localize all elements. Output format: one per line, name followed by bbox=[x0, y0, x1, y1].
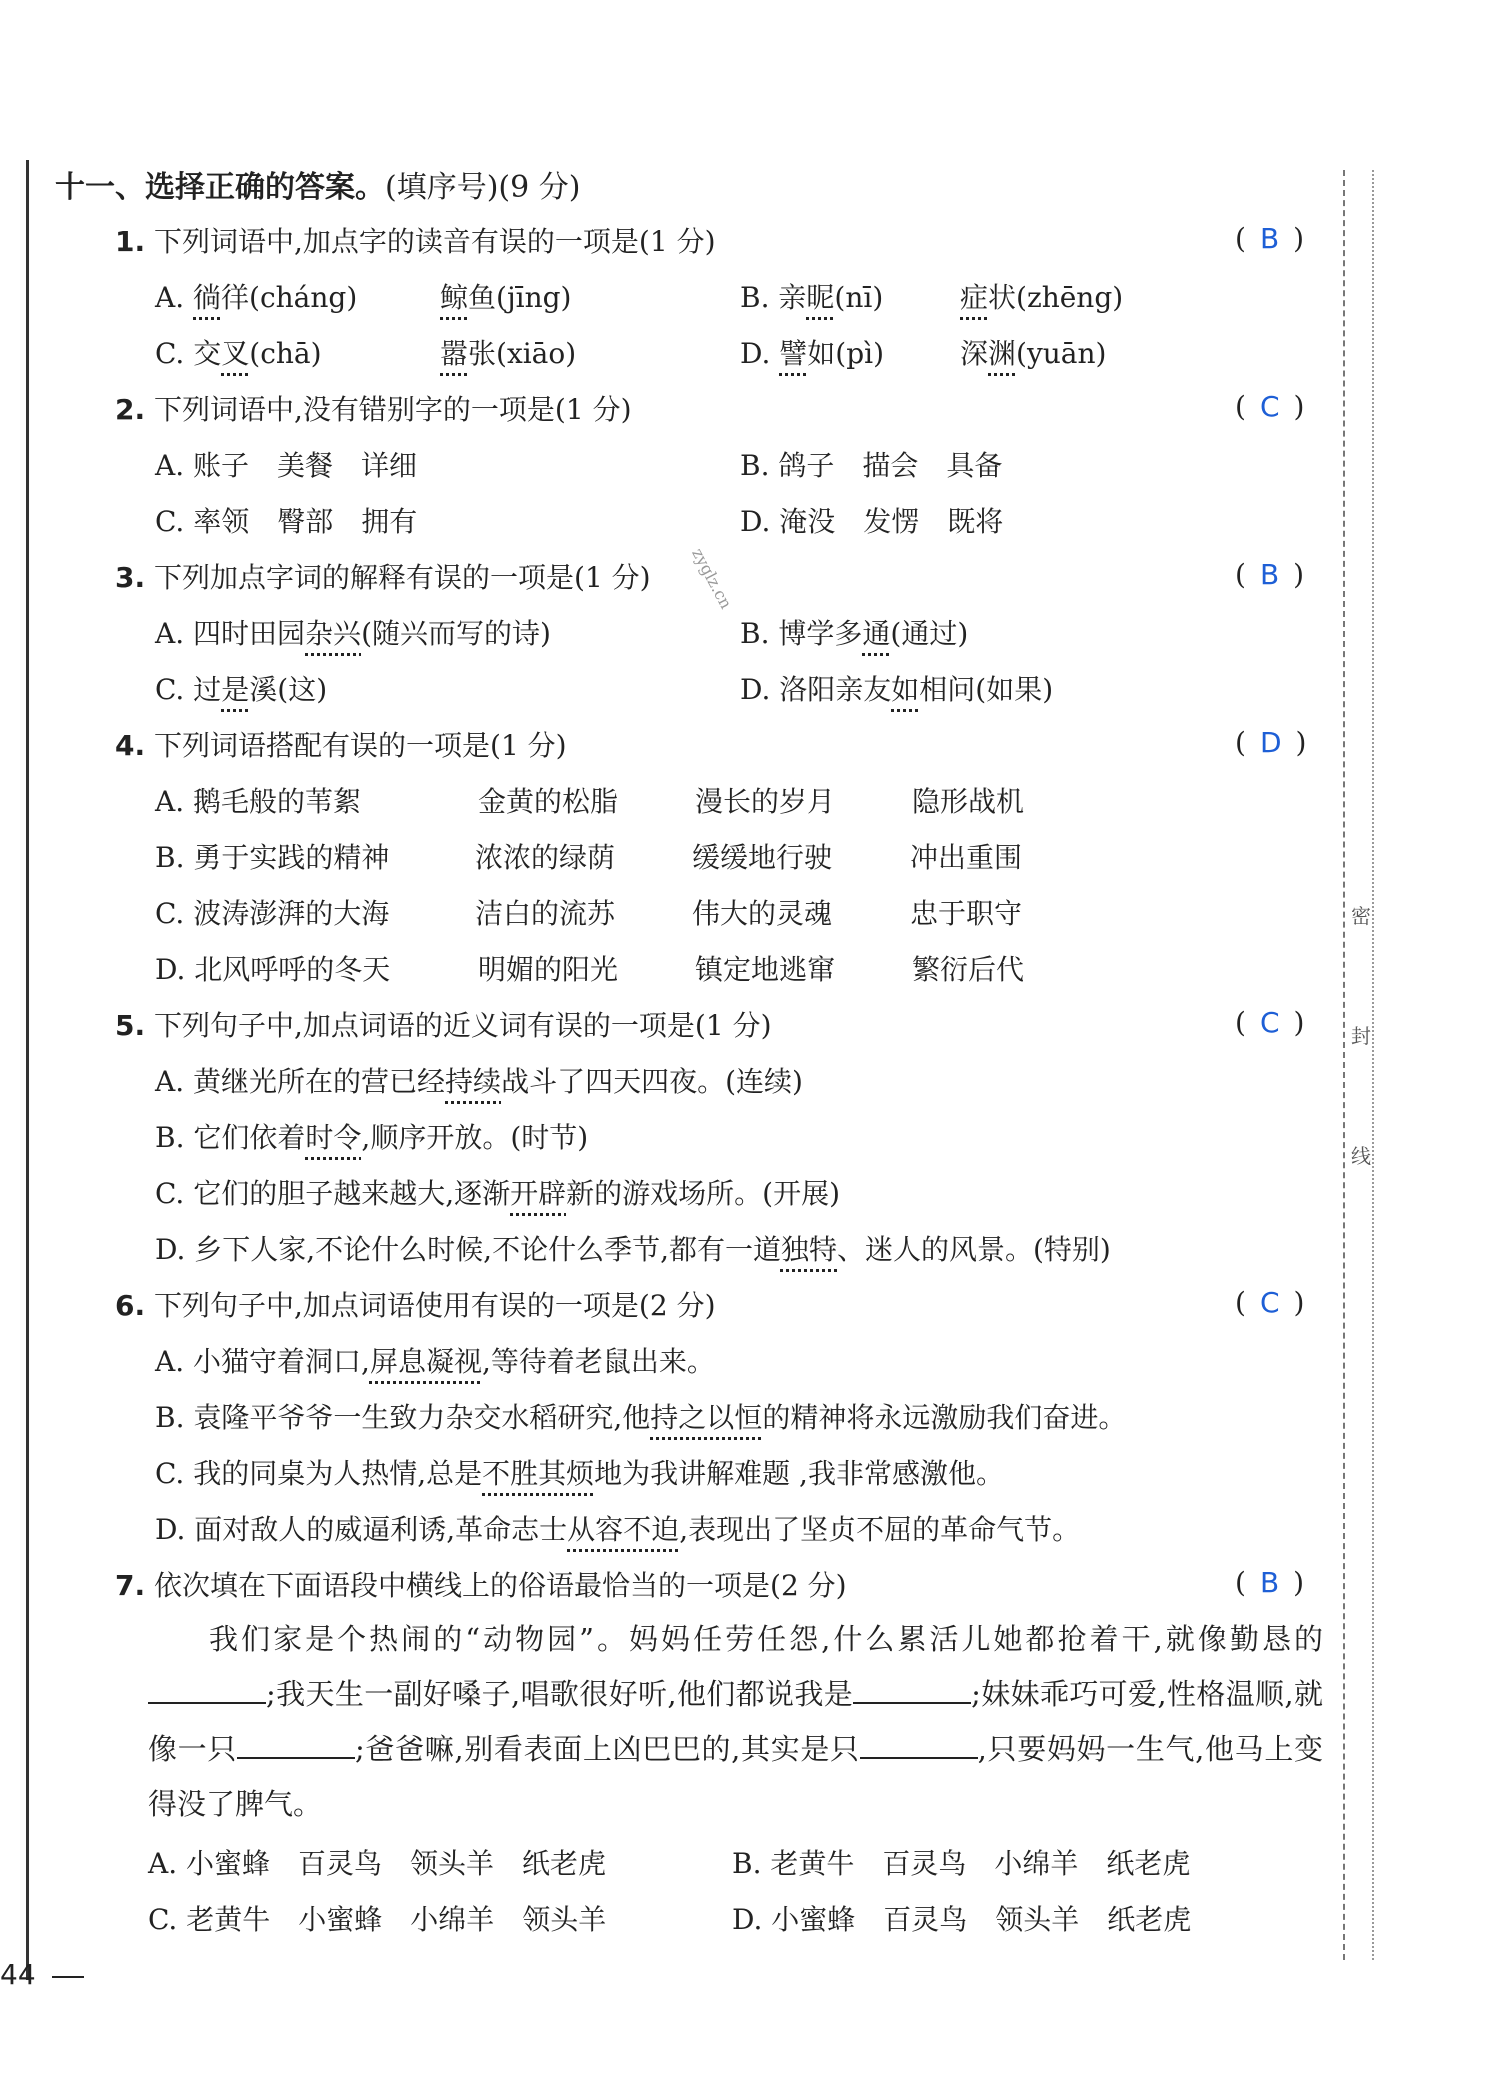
left-margin-rule bbox=[26, 160, 29, 1980]
q5-option-a: A. 黄继光所在的营已经持续战斗了四天四夜。(连续) bbox=[155, 1065, 803, 1098]
q4-a-2: 金黄的松脂 bbox=[478, 785, 619, 818]
q5-option-d: D. 乡下人家,不论什么时候,不论什么季节,都有一道独特、迷人的风景。(特别) bbox=[155, 1233, 1111, 1266]
q6-option-a: A. 小猫守着洞口,屏息凝视,等待着老鼠出来。 bbox=[155, 1345, 715, 1378]
q7-option-b: B. 老黄牛 百灵鸟 小绵羊 纸老虎 bbox=[732, 1847, 1191, 1880]
question-2: 2. 下列词语中,没有错别字的一项是(1 分) bbox=[115, 393, 632, 426]
q1-option-b: B. 亲昵(nī) bbox=[740, 281, 884, 314]
q3-option-d: D. 洛阳亲友如相问(如果) bbox=[740, 673, 1054, 706]
question-5: 5. 下列句子中,加点词语的近义词有误的一项是(1 分) bbox=[115, 1009, 772, 1042]
q4-c-3: 伟大的灵魂 bbox=[692, 897, 833, 930]
q4-c-2: 洁白的流苏 bbox=[475, 897, 616, 930]
q7-option-a: A. 小蜜蜂 百灵鸟 领头羊 纸老虎 bbox=[148, 1847, 607, 1880]
blank-2[interactable] bbox=[853, 1680, 971, 1704]
q4-d-2: 明媚的阳光 bbox=[478, 953, 619, 986]
q4-d-1: D. 北风呼呼的冬天 bbox=[155, 953, 391, 986]
q1-option-c2: 嚣张(xiāo) bbox=[440, 337, 577, 370]
q6-option-c: C. 我的同桌为人热情,总是不胜其烦地为我讲解难题 ,我非常感激他。 bbox=[155, 1457, 1004, 1490]
q4-b-4: 冲出重围 bbox=[910, 841, 1023, 874]
q5-option-b: B. 它们依着时令,顺序开放。(时节) bbox=[155, 1121, 589, 1154]
q4-c-4: 忠于职守 bbox=[910, 897, 1023, 930]
question-1: 1. 下列词语中,加点字的读音有误的一项是(1 分) bbox=[115, 225, 716, 258]
q4-a-1: A. 鹅毛般的苇絮 bbox=[155, 785, 362, 818]
q4-a-4: 隐形战机 bbox=[912, 785, 1025, 818]
page-number: 44 bbox=[0, 1958, 36, 1991]
answer-2: ( C ) bbox=[1235, 390, 1305, 423]
q3-option-a: A. 四时田园杂兴(随兴而写的诗) bbox=[155, 617, 551, 650]
q2-option-a: A. 账子 美餐 详细 bbox=[155, 449, 418, 482]
q4-b-1: B. 勇于实践的精神 bbox=[155, 841, 390, 874]
q1-option-d2: 深渊(yuān) bbox=[960, 337, 1107, 370]
q6-option-d: D. 面对敌人的威逼利诱,革命志士从容不迫,表现出了坚贞不屈的革命气节。 bbox=[155, 1513, 1081, 1546]
q4-d-3: 镇定地逃窜 bbox=[695, 953, 836, 986]
answer-4: ( D ) bbox=[1235, 726, 1307, 759]
answer-6: ( C ) bbox=[1235, 1286, 1305, 1319]
q7-passage: 我们家是个热闹的“动物园”。妈妈任劳任怨,什么累活儿她都抢着干,就像勤恳的;我天生一副好嗓子,唱歌很好听,他们都说我是 ;妹妹乖巧可爱,性格温顺,就像一只 ;爸爸嘛,别看表面上凶巴巴的,其实是只 ,只要妈妈一生气,他马上变得没了脾气。 bbox=[148, 1622, 1323, 1821]
q1-option-c: C. 交叉(chā) bbox=[155, 337, 322, 370]
q4-c-1: C. 波涛澎湃的大海 bbox=[155, 897, 390, 930]
question-3: 3. 下列加点字词的解释有误的一项是(1 分) bbox=[115, 561, 651, 594]
seal-char-feng: 封 bbox=[1351, 1024, 1371, 1048]
answer-3: ( B ) bbox=[1235, 558, 1305, 591]
question-7: 7. 依次填在下面语段中横线上的俗语最恰当的一项是(2 分) bbox=[115, 1569, 847, 1602]
q4-d-4: 繁衍后代 bbox=[912, 953, 1025, 986]
seal-dashed-line bbox=[1343, 170, 1345, 1960]
q4-b-2: 浓浓的绿荫 bbox=[475, 841, 616, 874]
q2-option-d: D. 淹没 发愣 既将 bbox=[740, 505, 1004, 538]
question-6: 6. 下列句子中,加点词语使用有误的一项是(2 分) bbox=[115, 1289, 716, 1322]
q1-option-d: D. 譬如(pì) bbox=[740, 337, 885, 370]
q4-b-3: 缓缓地行驶 bbox=[692, 841, 833, 874]
q1-option-b2: 症状(zhēng) bbox=[960, 281, 1124, 314]
q2-option-c: C. 率领 臀部 拥有 bbox=[155, 505, 418, 538]
answer-5: ( C ) bbox=[1235, 1006, 1305, 1039]
seal-char-xian: 线 bbox=[1351, 1144, 1371, 1168]
watermark: zyglz.cn bbox=[688, 545, 736, 612]
page-number-rule bbox=[52, 1976, 84, 1978]
seal-dotted-line bbox=[1372, 170, 1374, 1960]
q6-option-b: B. 袁隆平爷爷一生致力杂交水稻研究,他持之以恒的精神将永远激励我们奋进。 bbox=[155, 1401, 1127, 1434]
q1-option-a: A. 徜徉(cháng) bbox=[155, 281, 358, 314]
blank-3[interactable] bbox=[237, 1735, 355, 1759]
section-title: 十一、选择正确的答案。(填序号)(9 分) bbox=[55, 170, 581, 205]
q5-option-c: C. 它们的胆子越来越大,逐渐开辟新的游戏场所。(开展) bbox=[155, 1177, 841, 1210]
q1-option-a2: 鲸鱼(jīng) bbox=[440, 281, 572, 314]
q2-option-b: B. 鸽子 描会 具备 bbox=[740, 449, 1003, 482]
blank-1[interactable] bbox=[148, 1680, 266, 1704]
answer-7: ( B ) bbox=[1235, 1566, 1305, 1599]
q3-option-c: C. 过是溪(这) bbox=[155, 673, 328, 706]
q7-option-d: D. 小蜜蜂 百灵鸟 领头羊 纸老虎 bbox=[732, 1903, 1192, 1936]
q3-option-b: B. 博学多通(通过) bbox=[740, 617, 969, 650]
q7-option-c: C. 老黄牛 小蜜蜂 小绵羊 领头羊 bbox=[148, 1903, 607, 1936]
q4-a-3: 漫长的岁月 bbox=[695, 785, 836, 818]
answer-1: ( B ) bbox=[1235, 222, 1305, 255]
question-4: 4. 下列词语搭配有误的一项是(1 分) bbox=[115, 729, 567, 762]
seal-char-mi: 密 bbox=[1351, 904, 1371, 928]
blank-4[interactable] bbox=[860, 1735, 978, 1759]
